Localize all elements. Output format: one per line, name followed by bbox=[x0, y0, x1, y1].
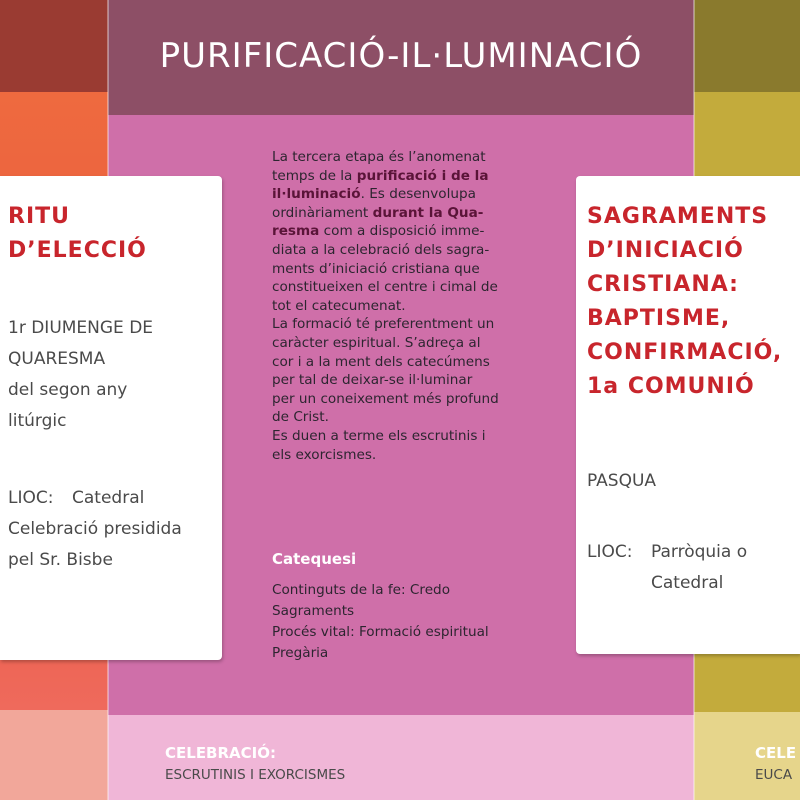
body-text-emphasis: il·luminació bbox=[272, 186, 361, 203]
body-text-run: de Crist. bbox=[272, 409, 329, 426]
right-footer-heading: CELE bbox=[755, 744, 797, 762]
body-text-emphasis: durant la Qua- bbox=[372, 204, 484, 221]
left-card-presider-line: Celebració presidida bbox=[8, 519, 182, 539]
right-card-title-line: CONFIRMACIÓ, bbox=[587, 340, 783, 365]
body-text-run: com a disposició imme- bbox=[319, 223, 485, 240]
right-card-title-line: CRISTIANA: bbox=[587, 272, 739, 297]
lioc-label: LIOC: bbox=[8, 488, 54, 508]
right-card-title-line: 1a COMUNIÓ bbox=[587, 374, 755, 399]
body-text-line bbox=[272, 390, 542, 409]
lioc-value: Catedral bbox=[72, 488, 145, 508]
left-card-date-line: litúrgic bbox=[8, 411, 67, 431]
right-card-date: PASQUA bbox=[587, 471, 657, 491]
body-text-emphasis: resma bbox=[272, 223, 320, 240]
body-text-line bbox=[272, 148, 542, 167]
catequesi-heading: Catequesi bbox=[272, 550, 357, 568]
left-card-date-line: 1r DIUMENGE DE bbox=[8, 318, 154, 338]
body-text-line bbox=[272, 446, 542, 465]
right-card-title-line: SAGRAMENTS bbox=[587, 204, 769, 229]
catequesi-list bbox=[272, 580, 489, 664]
lioc-label: LIOC: bbox=[587, 542, 633, 562]
body-text-run: ments d’iniciació cristiana que bbox=[272, 260, 480, 277]
left-card-title-line: RITU bbox=[8, 204, 70, 229]
body-text-line bbox=[272, 185, 542, 204]
body-text-run: . Es desenvolupa bbox=[360, 186, 476, 203]
left-card-lioc-line bbox=[8, 483, 182, 514]
body-text-run: temps de la bbox=[272, 167, 357, 184]
left-card-date-line: QUARESMA bbox=[8, 349, 106, 369]
body-text-run: cor i a la ment dels catecúmens bbox=[272, 353, 490, 370]
right-card-lioc-line bbox=[587, 537, 747, 568]
catequesi-item: Continguts de la fe: Credo bbox=[272, 582, 451, 598]
body-text-run: tot el catecumenat. bbox=[272, 297, 406, 314]
body-text-line bbox=[272, 315, 542, 334]
catequesi-item: Procés vital: Formació espiritual bbox=[272, 624, 489, 640]
body-text-run: ordinàriament bbox=[272, 204, 373, 221]
right-card-title-line: D’INICIACIÓ bbox=[587, 238, 744, 263]
left-card-title-line: D’ELECCIÓ bbox=[8, 238, 147, 263]
lioc-value: Parròquia o bbox=[651, 542, 748, 562]
page-title: PURIFICACIÓ-IL·LUMINACIÓ bbox=[159, 36, 643, 76]
body-text-line bbox=[272, 241, 542, 260]
celebracio-heading: CELEBRACIÓ: bbox=[165, 744, 276, 762]
body-text-line bbox=[272, 260, 542, 279]
body-text-run: els exorcismes. bbox=[272, 446, 377, 463]
body-text-line bbox=[272, 427, 542, 446]
body-text-run: per un coneixement més profund bbox=[272, 390, 499, 407]
right-card-title bbox=[587, 200, 782, 404]
right-header-band bbox=[694, 0, 800, 92]
body-text-run: constitueixen el centre i cimal de bbox=[272, 279, 498, 296]
left-card-title bbox=[8, 200, 147, 268]
catequesi-item: Pregària bbox=[272, 645, 329, 661]
right-footer-clip bbox=[694, 700, 800, 800]
body-text-run: Es duen a terme els escrutinis i bbox=[272, 427, 486, 444]
body-text-emphasis: purificació i de la bbox=[356, 167, 489, 184]
right-card-lioc-line: Catedral bbox=[651, 573, 724, 593]
body-text-line bbox=[272, 167, 542, 186]
body-text-line bbox=[272, 204, 542, 223]
body-text-run: diata a la celebració dels sagra- bbox=[272, 241, 490, 258]
left-card-date-line: del segon any bbox=[8, 380, 128, 400]
celebracio-text: ESCRUTINIS I EXORCISMES bbox=[165, 767, 346, 783]
left-footer-band bbox=[0, 710, 108, 800]
body-text-line bbox=[272, 334, 542, 353]
body-text-run: per tal de deixar-se il·luminar bbox=[272, 372, 473, 389]
body-text-line bbox=[272, 222, 542, 241]
body-text-run: caràcter espiritual. S’adreça al bbox=[272, 334, 481, 351]
right-card-title-line: BAPTISME, bbox=[587, 306, 731, 331]
right-card-location bbox=[587, 537, 747, 599]
left-card-presider-line: pel Sr. Bisbe bbox=[8, 550, 113, 570]
left-card-location bbox=[8, 483, 182, 576]
right-footer-text: EUCA bbox=[755, 767, 793, 783]
body-text-line bbox=[272, 371, 542, 390]
body-text-line bbox=[272, 297, 542, 316]
body-text-run: La formació té preferentment un bbox=[272, 316, 495, 333]
left-card-date bbox=[8, 313, 153, 437]
catequesi-item: Sagraments bbox=[272, 603, 355, 619]
body-text-run: La tercera etapa és l’anomenat bbox=[272, 149, 486, 165]
body-text-line bbox=[272, 278, 542, 297]
center-body-text bbox=[272, 148, 542, 464]
body-text-line bbox=[272, 408, 542, 427]
left-header-band bbox=[0, 0, 108, 92]
body-text-line bbox=[272, 353, 542, 372]
